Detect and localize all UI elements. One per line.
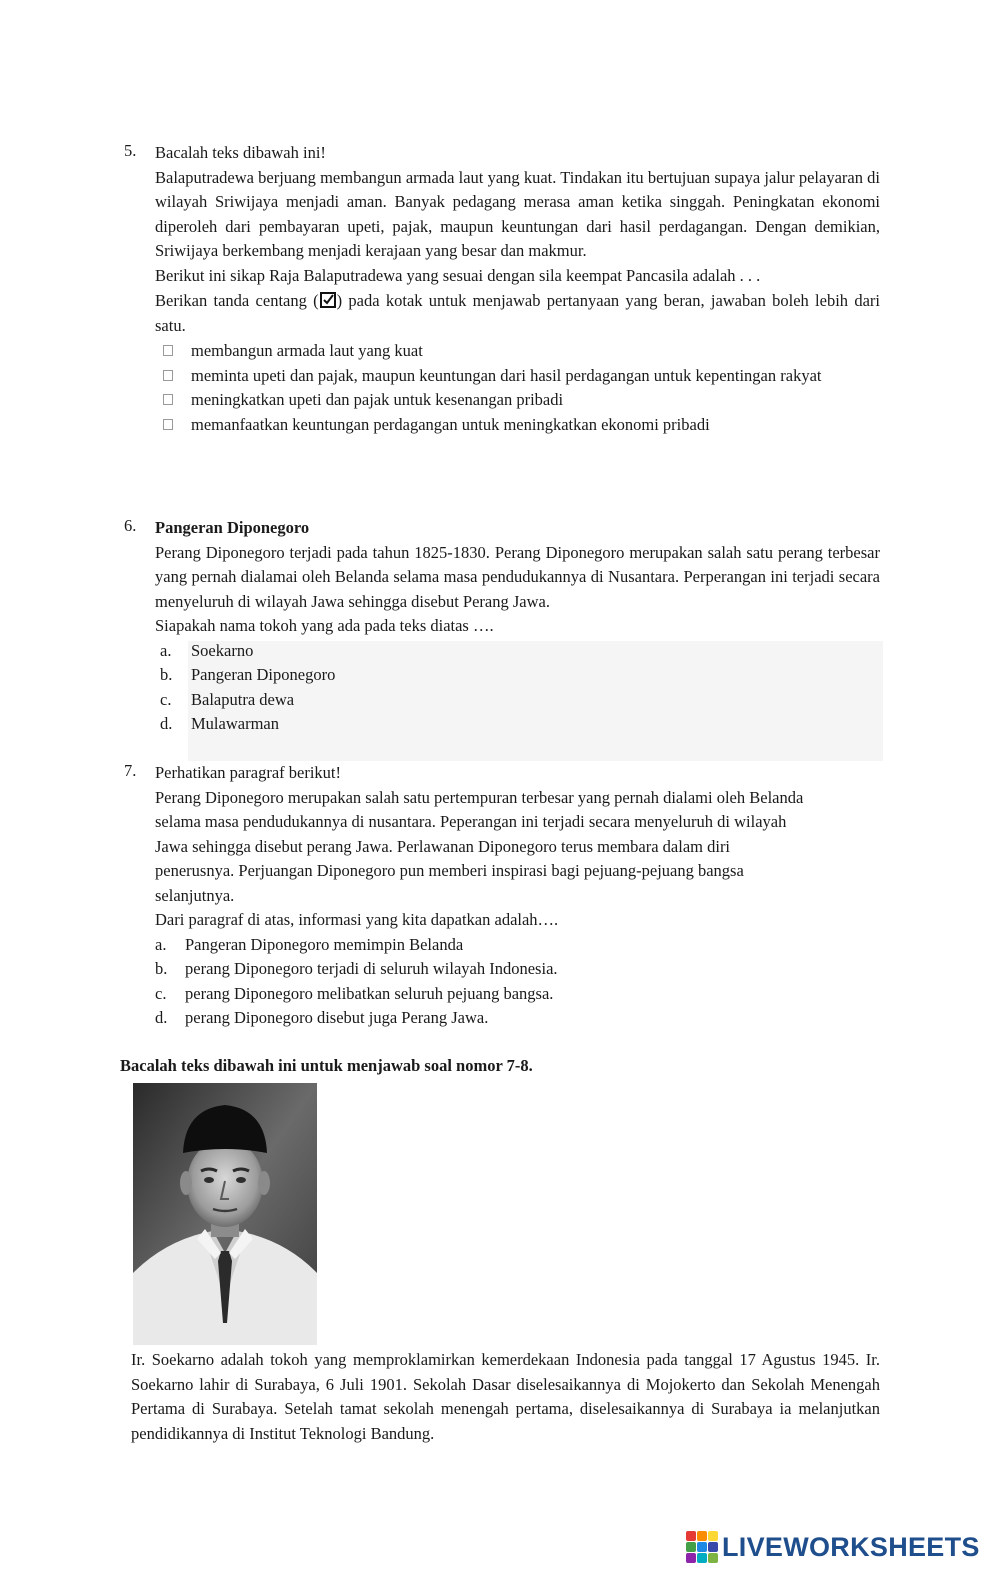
option-a[interactable]: a. Soekarno xyxy=(160,640,254,660)
option-text: perang Diponegoro terjadi di seluruh wilayah Indonesia. xyxy=(185,959,558,978)
question-heading: Bacalah teks dibawah ini! xyxy=(155,143,326,162)
passage-line: selanjutnya. xyxy=(155,885,235,905)
option-b[interactable]: b. perang Diponegoro terjadi di seluruh wilayah Indonesia. xyxy=(155,959,558,978)
option-text: perang Diponegoro melibatkan seluruh pejuang bangsa. xyxy=(185,983,554,1003)
question-text: Siapakah nama tokoh yang ada pada teks diatas …. xyxy=(155,616,494,635)
passage xyxy=(155,786,880,909)
biography-text: Ir. Soekarno adalah tokoh yang memproklamirkan kemerdekaan Indonesia pada tanggal 17 Agustus 1945. Ir. Soekarno lahir di Surabaya, 6 Juli 1901. Sekolah Dasar diselesaikannya di Mojokerto dan Sekolah Menengah Pertama di Surabaya. Setelah tamat sekolah menengah pertama, diselesaikannya di Surabaya ia melanjutkan pendidikannya di Institut Teknologi Bandung. xyxy=(131,1350,880,1443)
checkbox-options xyxy=(155,339,880,437)
option-d[interactable]: d. Mulawarman xyxy=(160,714,279,733)
checkbox[interactable] xyxy=(163,345,173,356)
passage-line: Jawa sehingga disebut perang Jawa. Perlawanan Diponegoro terus membara dalam diri xyxy=(155,836,731,856)
question-heading: Pangeran Diponegoro xyxy=(155,518,310,537)
liveworksheets-logo xyxy=(686,1531,980,1563)
question-5 xyxy=(124,141,880,437)
instruction-start: Berikan tanda centang ( xyxy=(155,291,319,310)
option-d[interactable]: d. perang Diponegoro disebut juga Perang Jawa. xyxy=(155,1008,489,1027)
question-7 xyxy=(124,761,880,1031)
question-6 xyxy=(124,516,880,737)
answer-options xyxy=(155,933,880,1031)
question-text: Berikut ini sikap Raja Balaputradewa yang sesuai dengan sila keempat Pancasila adalah . . . xyxy=(155,265,761,285)
passage-line: penerusnya. Perjuangan Diponegoro pun memberi inspirasi bagi pejuang-pejuang bangsa xyxy=(155,861,744,880)
option-text: Mulawarman xyxy=(191,714,279,733)
checkbox-option-4[interactable] xyxy=(155,413,880,438)
checkbox-option-3[interactable] xyxy=(155,388,880,413)
option-a[interactable]: a. Pangeran Diponegoro memimpin Belanda xyxy=(155,934,464,954)
option-b[interactable]: b. Pangeran Diponegoro xyxy=(160,665,336,684)
question-number: 5. xyxy=(124,141,137,160)
option-c[interactable]: c. perang Diponegoro melibatkan seluruh pejuang bangsa. xyxy=(155,983,554,1003)
portrait-photo xyxy=(133,1083,317,1345)
passage-line: selama masa pendudukannya di nusantara. Peperangan ini terjadi secara menyeluruh di wilayah xyxy=(155,812,787,831)
option-text: meminta upeti dan pajak, maupun keuntungan dari hasil perdagangan untuk kepentingan rakyat xyxy=(191,365,822,385)
option-text: memanfaatkan keuntungan perdagangan untuk meningkatkan ekonomi pribadi xyxy=(191,414,710,434)
option-text: Pangeran Diponegoro memimpin Belanda xyxy=(185,934,464,954)
option-text: Soekarno xyxy=(191,640,254,660)
passage xyxy=(155,166,880,264)
instruction xyxy=(155,289,880,338)
passage-line: Perang Diponegoro merupakan salah satu pertempuran terbesar yang pernah dialami oleh Belanda xyxy=(155,787,804,807)
option-text: meningkatkan upeti dan pajak untuk kesenangan pribadi xyxy=(191,390,564,409)
checkbox-checked-icon xyxy=(320,292,336,308)
checkbox[interactable] xyxy=(163,370,173,381)
section-heading: Bacalah teks dibawah ini untuk menjawab soal nomor 7-8. xyxy=(120,1056,533,1075)
option-text: Pangeran Diponegoro xyxy=(191,665,336,684)
option-text: membangun armada laut yang kuat xyxy=(191,341,423,360)
question-heading: Perhatikan paragraf berikut! xyxy=(155,763,341,782)
passage xyxy=(155,541,880,615)
option-text: Balaputra dewa xyxy=(191,689,295,709)
question-text: Dari paragraf di atas, informasi yang kita dapatkan adalah…. xyxy=(155,910,559,929)
checkbox-option-1[interactable] xyxy=(155,339,880,364)
logo-text: LIVEWORKSHEETS xyxy=(722,1531,980,1562)
question-number: 7. xyxy=(124,761,137,780)
option-c[interactable]: c. Balaputra dewa xyxy=(160,689,295,709)
checkbox-option-2[interactable] xyxy=(155,364,880,389)
question-number: 6. xyxy=(124,516,137,535)
checkbox[interactable] xyxy=(163,419,173,430)
passage-text: Perang Diponegoro terjadi pada tahun 1825-1830. Perang Diponegoro merupakan salah satu perang terbesar yang pernah dialamai oleh Belanda selama masa pendudukannya di Nusantara. Perperangan ini terjadi secara menyeluruh di wilayah Jawa sehingga disebut Perang Jawa. xyxy=(155,542,880,611)
instruction-end: ) pada kotak untuk menjawab pertanyaan yang beran, jawaban boleh lebih dari satu. xyxy=(155,291,880,335)
logo-mark-icon xyxy=(686,1531,718,1563)
answer-options xyxy=(155,639,880,737)
passage-text: Balaputradewa berjuang membangun armada laut yang kuat. Tindakan itu bertujuan supaya jalur pelayaran di wilayah Sriwijaya menjadi aman. Banyak pedagang merasa aman ketika singgah. Peningkatan ekonomi diperoleh dari pembayaran upeti, pajak, maupun keuntungan dari hasil perdagangan. Dengan demikian, Sriwijaya berkembang menjadi kerajaan yang besar dan makmur. xyxy=(155,167,880,260)
option-text: perang Diponegoro disebut juga Perang Jawa. xyxy=(185,1008,489,1027)
checkbox[interactable] xyxy=(163,394,173,405)
